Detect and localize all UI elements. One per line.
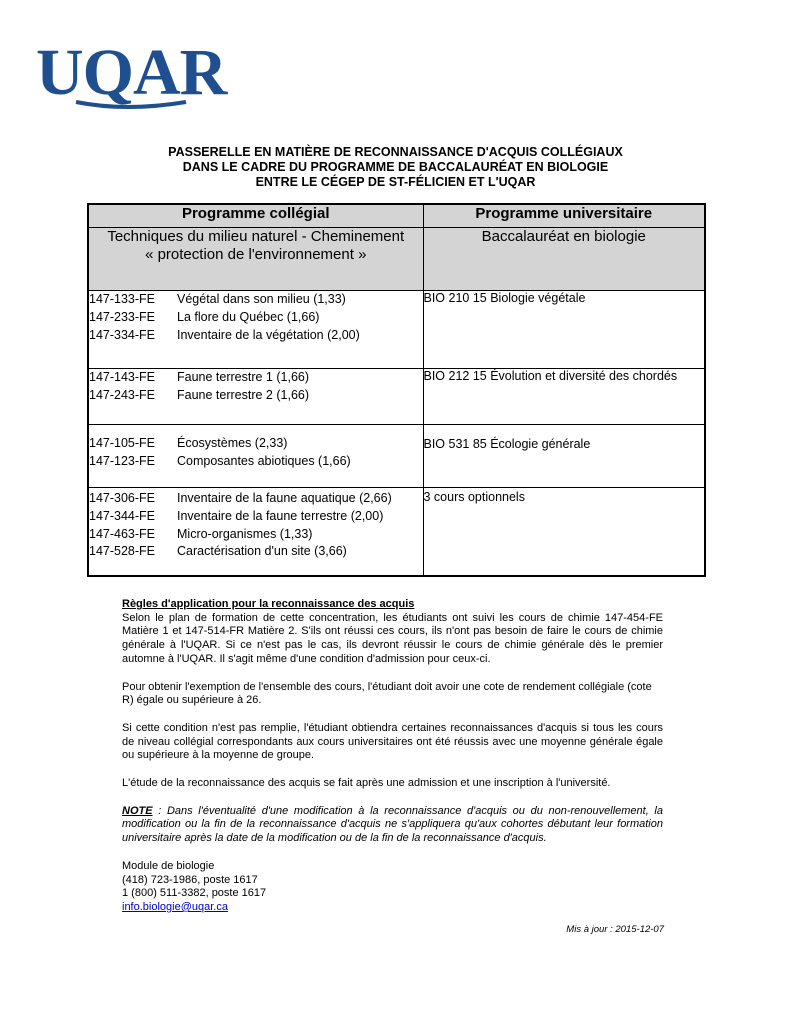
last-updated: Mis à jour : 2015-12-07 bbox=[566, 924, 664, 935]
college-courses bbox=[88, 291, 423, 369]
rules-paragraph-2: Pour obtenir l'exemption de l'ensemble des cours, l'étudiant doit avoir une cote de rendement collégiale (cote R) égale ou supérieure à 26. bbox=[122, 680, 652, 707]
course-line bbox=[89, 526, 423, 544]
course-code: 147-344-FE bbox=[89, 508, 156, 523]
university-course: BIO 210 15 Biologie végétale bbox=[423, 291, 705, 369]
table-row bbox=[88, 291, 705, 369]
contact-email-link[interactable]: info.biologie@uqar.ca bbox=[122, 900, 228, 913]
uqar-logo bbox=[36, 40, 256, 110]
college-courses bbox=[88, 425, 423, 488]
course-code: 147-123-FE bbox=[89, 453, 156, 468]
rules-paragraph-3: Si cette condition n'est pas remplie, l'étudiant obtiendra certaines reconnaissances d'acquis si tous les cours de niveau collégial correspondants aux cours universitaires ont été réussis avec une moyenne générale égale ou supérieure à la moyenne de groupe. bbox=[122, 721, 663, 762]
contact-phone-1: (418) 723-1986, poste 1617 bbox=[122, 873, 258, 886]
equivalence-table bbox=[87, 203, 706, 577]
university-course: BIO 531 85 Écologie générale bbox=[423, 425, 705, 488]
rules-paragraph-1: Selon le plan de formation de cette concentration, les étudiants ont suivi les cours de chimie 147-454-FE Matière 1 et 147-514-FR Matière 2. S'ils ont réussi ces cours, ils n'ont pas besoin de faire le cours de chimie générale à l'UQAR. Si ce n'est pas le cas, ils devront réussir le cours de chimie générale dès le premier automne à l'UQAR. Il s'agit même d'une condition d'admission pour ceux-ci. bbox=[122, 611, 663, 665]
contact-name: Module de biologie bbox=[122, 859, 215, 872]
course-name: Faune terrestre 1 (1,66) bbox=[177, 370, 310, 384]
college-program-line-1: Techniques du milieu naturel - Cheminement bbox=[107, 228, 405, 245]
note-label: NOTE bbox=[122, 804, 153, 817]
college-program-line-2: « protection de l'environnement » bbox=[145, 246, 367, 263]
rules-title: Règles d'application pour la reconnaissance des acquis bbox=[122, 598, 415, 610]
title-line-1: PASSERELLE EN MATIÈRE DE RECONNAISSANCE D'ACQUIS COLLÉGIAUX bbox=[168, 145, 623, 159]
contact-phone-2: 1 (800) 511-3382, poste 1617 bbox=[122, 887, 267, 900]
course-line bbox=[89, 327, 423, 345]
course-name: Inventaire de la faune aquatique (2,66) bbox=[177, 491, 392, 505]
rules-section bbox=[122, 598, 663, 915]
course-code: 147-143-FE bbox=[89, 370, 156, 384]
table-row bbox=[88, 369, 705, 425]
university-course: BIO 212 15 Évolution et diversité des chordés bbox=[423, 369, 705, 425]
college-program-header: Programme collégial bbox=[88, 204, 423, 228]
course-name: Composantes abiotiques (1,66) bbox=[177, 453, 351, 468]
course-line bbox=[89, 490, 423, 508]
rules-paragraph-4: L'étude de la reconnaissance des acquis se fait après une admission et une inscription à l'université. bbox=[122, 777, 611, 790]
table-row bbox=[88, 425, 705, 488]
university-course: 3 cours optionnels bbox=[423, 488, 705, 576]
college-courses bbox=[88, 488, 423, 576]
college-courses bbox=[88, 369, 423, 425]
course-line bbox=[89, 435, 423, 453]
course-line bbox=[89, 508, 423, 526]
course-code: 147-306-FE bbox=[89, 491, 156, 505]
course-line bbox=[89, 543, 423, 561]
course-line bbox=[89, 291, 423, 309]
course-code: 147-243-FE bbox=[89, 387, 156, 402]
note-paragraph bbox=[122, 805, 663, 846]
title-line-3: ENTRE LE CÉGEP DE ST-FÉLICIEN ET L'UQAR bbox=[255, 175, 536, 189]
course-line bbox=[89, 369, 423, 387]
document-title bbox=[0, 145, 791, 190]
college-program-name bbox=[88, 228, 423, 291]
course-name: Caractérisation d'un site (3,66) bbox=[177, 544, 347, 559]
course-code: 147-133-FE bbox=[89, 292, 156, 306]
university-program-name: Baccalauréat en biologie bbox=[423, 228, 705, 291]
title-line-2: DANS LE CADRE DU PROGRAMME DE BACCALAURÉAT EN BIOLOGIE bbox=[182, 160, 609, 174]
university-program-header: Programme universitaire bbox=[423, 204, 705, 228]
course-line bbox=[89, 453, 423, 471]
logo-text: UQAR bbox=[36, 40, 227, 109]
course-name: Inventaire de la végétation (2,00) bbox=[177, 327, 360, 342]
course-code: 147-334-FE bbox=[89, 327, 156, 342]
course-line bbox=[89, 387, 423, 405]
course-code: 147-528-FE bbox=[89, 544, 156, 559]
course-name: Inventaire de la faune terrestre (2,00) bbox=[177, 508, 384, 523]
course-name: Faune terrestre 2 (1,66) bbox=[177, 387, 310, 402]
course-line bbox=[89, 309, 423, 327]
course-code: 147-233-FE bbox=[89, 309, 156, 324]
course-code: 147-105-FE bbox=[89, 436, 156, 450]
course-name: Micro-organismes (1,33) bbox=[177, 526, 313, 541]
course-name: La flore du Québec (1,66) bbox=[177, 309, 320, 324]
note-text: : Dans l'éventualité d'une modification à la reconnaissance d'acquis ou du non-renouvellement, la modification ou la fin de la reconnaissance d'acquis ne s'appliquera qu'aux cohortes débutant leur formation universitaire après la date de la modification ou de la fin de la reconnaissance d'acquis. bbox=[122, 804, 663, 845]
table-row bbox=[88, 488, 705, 576]
course-name: Végétal dans son milieu (1,33) bbox=[177, 292, 346, 306]
course-code: 147-463-FE bbox=[89, 526, 156, 541]
course-name: Écosystèmes (2,33) bbox=[177, 436, 288, 450]
